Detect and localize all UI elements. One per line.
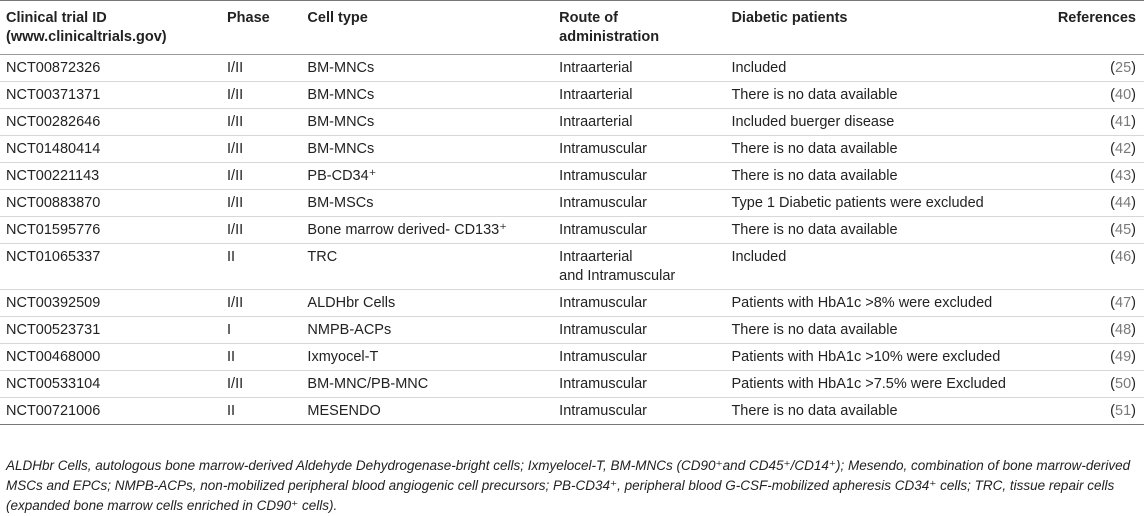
cell-diabetic-patients: There is no data available	[725, 82, 1051, 109]
cell-cell-type: BM-MNCs	[301, 136, 553, 163]
cell-cell-type: BM-MNC/PB-MNC	[301, 371, 553, 398]
cell-cell-type: TRC	[301, 244, 553, 290]
table-row	[0, 82, 1144, 109]
cell-reference	[1052, 163, 1144, 190]
cell-reference	[1052, 398, 1144, 425]
header-references: References	[1052, 1, 1144, 55]
cell-route	[553, 136, 725, 163]
cell-phase: I/II	[221, 163, 301, 190]
reference-link[interactable]: 40	[1115, 86, 1132, 103]
header-row	[0, 1, 1144, 55]
reference-paren-close: )	[1131, 402, 1136, 419]
cell-reference	[1052, 55, 1144, 82]
cell-trial-id: NCT00523731	[0, 317, 221, 344]
cell-route	[553, 371, 725, 398]
cell-trial-id: NCT00721006	[0, 398, 221, 425]
reference-paren-close: )	[1131, 59, 1136, 76]
cell-route	[553, 190, 725, 217]
cell-route-line1: Intraarterial	[559, 113, 633, 130]
cell-diabetic-patients: Patients with HbA1c >10% were excluded	[725, 344, 1051, 371]
cell-cell-type: MESENDO	[301, 398, 553, 425]
header-cell-type: Cell type	[301, 1, 553, 55]
cell-reference	[1052, 190, 1144, 217]
reference-link[interactable]: 43	[1115, 167, 1132, 184]
table-row	[0, 190, 1144, 217]
table-body	[0, 55, 1144, 425]
cell-route-line1: Intramuscular	[559, 294, 648, 311]
reference-paren-open: (	[1110, 248, 1116, 265]
cell-route	[553, 109, 725, 136]
reference-link[interactable]: 25	[1115, 59, 1132, 76]
table-row	[0, 290, 1144, 317]
cell-route-line2: and Intramuscular	[559, 267, 676, 284]
cell-phase: I/II	[221, 290, 301, 317]
cell-phase: I/II	[221, 217, 301, 244]
reference-paren-close: )	[1131, 348, 1136, 365]
cell-trial-id: NCT00872326	[0, 55, 221, 82]
reference-paren-close: )	[1131, 140, 1136, 157]
cell-route	[553, 244, 725, 290]
reference-paren-close: )	[1131, 194, 1136, 211]
reference-paren-open: (	[1110, 140, 1116, 157]
table-row	[0, 217, 1144, 244]
cell-phase: I/II	[221, 136, 301, 163]
cell-route-line1: Intramuscular	[559, 402, 648, 419]
cell-reference	[1052, 317, 1144, 344]
cell-reference	[1052, 344, 1144, 371]
cell-cell-type: Bone marrow derived- CD133⁺	[301, 217, 553, 244]
reference-link[interactable]: 50	[1115, 375, 1132, 392]
cell-route	[553, 344, 725, 371]
table-row	[0, 398, 1144, 425]
cell-phase: I/II	[221, 55, 301, 82]
table-row	[0, 344, 1144, 371]
cell-route-line1: Intramuscular	[559, 221, 648, 238]
table-row	[0, 55, 1144, 82]
cell-trial-id: NCT01065337	[0, 244, 221, 290]
cell-cell-type: BM-MNCs	[301, 109, 553, 136]
reference-paren-close: )	[1131, 221, 1136, 238]
header-diabetic-patients: Diabetic patients	[725, 1, 1051, 55]
table-row	[0, 109, 1144, 136]
reference-paren-close: )	[1131, 86, 1136, 103]
cell-trial-id: NCT00282646	[0, 109, 221, 136]
cell-diabetic-patients: Included buerger disease	[725, 109, 1051, 136]
reference-link[interactable]: 45	[1115, 221, 1132, 238]
reference-paren-close: )	[1131, 294, 1136, 311]
cell-diabetic-patients: Patients with HbA1c >7.5% were Excluded	[725, 371, 1051, 398]
cell-diabetic-patients: Patients with HbA1c >8% were excluded	[725, 290, 1051, 317]
cell-cell-type: PB-CD34⁺	[301, 163, 553, 190]
table-row	[0, 163, 1144, 190]
cell-trial-id: NCT00533104	[0, 371, 221, 398]
reference-link[interactable]: 49	[1115, 348, 1132, 365]
cell-reference	[1052, 371, 1144, 398]
cell-diabetic-patients: Included	[725, 244, 1051, 290]
header-route	[553, 1, 725, 55]
reference-paren-open: (	[1110, 167, 1116, 184]
cell-route	[553, 290, 725, 317]
cell-reference	[1052, 217, 1144, 244]
cell-diabetic-patients: There is no data available	[725, 217, 1051, 244]
cell-route	[553, 398, 725, 425]
cell-route	[553, 317, 725, 344]
cell-phase: I/II	[221, 109, 301, 136]
reference-paren-close: )	[1131, 248, 1136, 265]
cell-diabetic-patients: There is no data available	[725, 136, 1051, 163]
reference-paren-open: (	[1110, 194, 1116, 211]
cell-phase: I/II	[221, 371, 301, 398]
reference-paren-open: (	[1110, 59, 1116, 76]
reference-paren-open: (	[1110, 402, 1116, 419]
table-footnote: ALDHbr Cells, autologous bone marrow-derived Aldehyde Dehydrogenase-bright cells; Ixmyelocel-T, BM-MNCs (CD90⁺and CD45⁺/CD14⁺); Mesendo, combination of bone marrow-derived MSCs and EPCs; NMPB-ACPs, non-mobilized peripheral blood angiogenic cell precursors; PB-CD34⁺, peripheral blood G-CSF-mobilized apheresis CD34⁺ cells; TRC, tissue repair cells (expanded bone marrow cells enriched in CD90⁺ cells).	[6, 458, 1131, 513]
cell-route	[553, 82, 725, 109]
cell-trial-id: NCT00392509	[0, 290, 221, 317]
cell-route-line1: Intramuscular	[559, 348, 648, 365]
reference-paren-open: (	[1110, 348, 1116, 365]
reference-paren-close: )	[1131, 167, 1136, 184]
reference-paren-close: )	[1131, 321, 1136, 338]
cell-diabetic-patients: There is no data available	[725, 398, 1051, 425]
cell-route-line1: Intraarterial	[559, 86, 633, 103]
reference-link[interactable]: 51	[1115, 402, 1132, 419]
cell-phase: I	[221, 317, 301, 344]
cell-phase: II	[221, 398, 301, 425]
cell-diabetic-patients: There is no data available	[725, 317, 1051, 344]
cell-cell-type: ALDHbr Cells	[301, 290, 553, 317]
reference-link[interactable]: 44	[1115, 194, 1132, 211]
cell-diabetic-patients: Type 1 Diabetic patients were excluded	[725, 190, 1051, 217]
reference-paren-open: (	[1110, 86, 1116, 103]
cell-route-line1: Intraarterial	[559, 248, 633, 265]
cell-cell-type: BM-MSCs	[301, 190, 553, 217]
cell-diabetic-patients: There is no data available	[725, 163, 1051, 190]
cell-route	[553, 55, 725, 82]
cell-route-line1: Intramuscular	[559, 321, 648, 338]
reference-link[interactable]: 48	[1115, 321, 1132, 338]
reference-paren-open: (	[1110, 221, 1116, 238]
cell-route-line1: Intraarterial	[559, 59, 633, 76]
table-row	[0, 371, 1144, 398]
reference-paren-open: (	[1110, 113, 1116, 130]
reference-paren-open: (	[1110, 294, 1116, 311]
cell-cell-type: NMPB-ACPs	[301, 317, 553, 344]
table-row	[0, 317, 1144, 344]
cell-reference	[1052, 244, 1144, 290]
cell-cell-type: BM-MNCs	[301, 82, 553, 109]
cell-trial-id: NCT01480414	[0, 136, 221, 163]
reference-link[interactable]: 47	[1115, 294, 1132, 311]
table-row	[0, 136, 1144, 163]
reference-paren-close: )	[1131, 113, 1136, 130]
cell-reference	[1052, 82, 1144, 109]
cell-phase: II	[221, 244, 301, 290]
reference-link[interactable]: 46	[1115, 248, 1132, 265]
cell-route	[553, 217, 725, 244]
cell-trial-id: NCT00221143	[0, 163, 221, 190]
header-route-line1: Route of	[559, 10, 618, 26]
cell-phase: I/II	[221, 190, 301, 217]
reference-paren-open: (	[1110, 375, 1116, 392]
cell-phase: I/II	[221, 82, 301, 109]
cell-trial-id: NCT00883870	[0, 190, 221, 217]
header-trial-id	[0, 1, 221, 55]
cell-route-line1: Intramuscular	[559, 167, 648, 184]
header-route-line2: administration	[559, 29, 660, 45]
header-trial-id-line1: Clinical trial ID	[6, 10, 107, 26]
reference-paren-close: )	[1131, 375, 1136, 392]
cell-route-line1: Intramuscular	[559, 194, 648, 211]
cell-route-line1: Intramuscular	[559, 375, 648, 392]
table-row	[0, 244, 1144, 290]
cell-trial-id: NCT00468000	[0, 344, 221, 371]
cell-reference	[1052, 109, 1144, 136]
cell-route-line1: Intramuscular	[559, 140, 648, 157]
cell-trial-id: NCT01595776	[0, 217, 221, 244]
cell-cell-type: Ixmyocel-T	[301, 344, 553, 371]
cell-reference	[1052, 290, 1144, 317]
cell-cell-type: BM-MNCs	[301, 55, 553, 82]
cell-reference	[1052, 136, 1144, 163]
cell-diabetic-patients: Included	[725, 55, 1051, 82]
header-phase: Phase	[221, 1, 301, 55]
cell-route	[553, 163, 725, 190]
cell-trial-id: NCT00371371	[0, 82, 221, 109]
reference-paren-open: (	[1110, 321, 1116, 338]
reference-link[interactable]: 41	[1115, 113, 1132, 130]
reference-link[interactable]: 42	[1115, 140, 1132, 157]
cell-phase: II	[221, 344, 301, 371]
header-trial-id-line2: (www.clinicaltrials.gov)	[6, 29, 167, 45]
